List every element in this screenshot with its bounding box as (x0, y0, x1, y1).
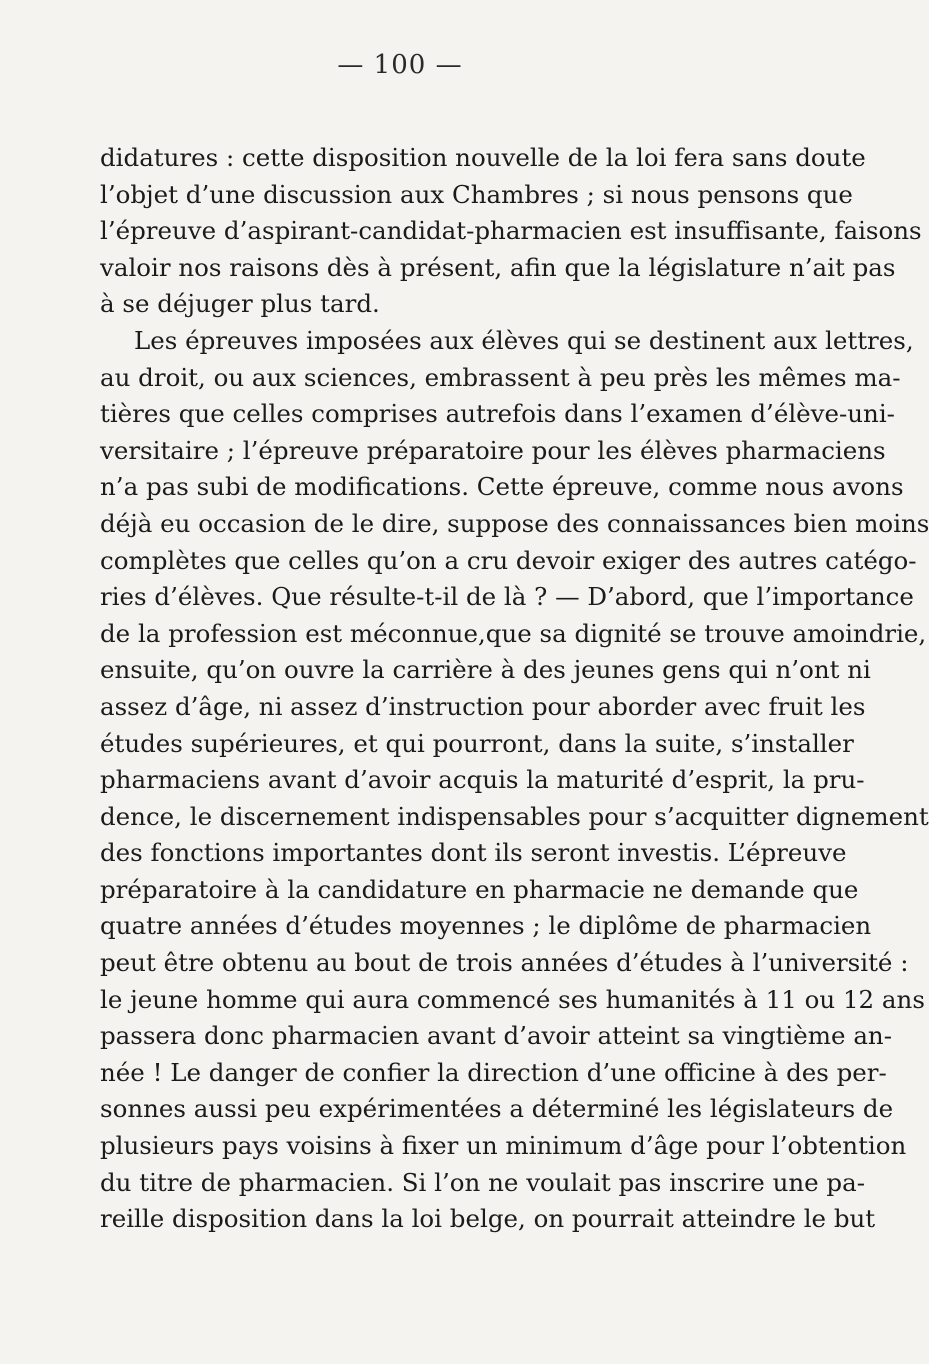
text-line: valoir nos raisons dès à présent, afin que la législature n’ait pas (100, 252, 896, 282)
page-number: — 100 — (337, 50, 463, 80)
text-line: l’objet d’une discussion aux Chambres ; si nous pensons que (100, 179, 853, 209)
text-line: déjà eu occasion de le dire, suppose des connaissances bien moins (100, 508, 929, 538)
text-line: tières que celles comprises autrefois dans l’examen d’élève-uni- (100, 399, 895, 429)
text-line: à se déjuger plus tard. (100, 289, 380, 319)
text-line: didatures : cette disposition nouvelle de la loi fera sans doute (100, 143, 866, 172)
body-text (100, 140, 929, 1238)
text-line: complètes que celles qu’on a cru devoir exiger des autres catégo- (100, 545, 917, 575)
text-line: études supérieures, et qui pourront, dans la suite, s’installer (100, 728, 854, 758)
text-line: assez d’âge, ni assez d’instruction pour aborder avec fruit les (100, 691, 866, 721)
text-line: plusieurs pays voisins à fixer un minimum d’âge pour l’obtention (100, 1131, 907, 1161)
text-line: sonnes aussi peu expérimentées a déterminé les législateurs de (100, 1094, 894, 1124)
text-line: pharmaciens avant d’avoir acquis la maturité d’esprit, la pru- (100, 765, 865, 795)
text-line: passera donc pharmacien avant d’avoir atteint sa vingtième an- (100, 1021, 892, 1051)
text-line: n’a pas subi de modifications. Cette épreuve, comme nous avons (100, 472, 904, 502)
text-line: des fonctions importantes dont ils seront investis. L’épreuve (100, 838, 847, 868)
text-line: Les épreuves imposées aux élèves qui se destinent aux lettres, (134, 325, 914, 355)
text-line: peut être obtenu au bout de trois années d’études à l’université : (100, 948, 909, 978)
text-line: le jeune homme qui aura commencé ses humanités à 11 ou 12 ans (100, 984, 925, 1014)
text-line: l’épreuve d’aspirant-candidat-pharmacien est insuffisante, faisons (100, 216, 922, 246)
text-line: au droit, ou aux sciences, embrassent à peu près les mêmes ma- (100, 362, 901, 392)
text-line: de la profession est méconnue,que sa dignité se trouve amoindrie, (100, 618, 927, 648)
text-line: née ! Le danger de confier la direction d’une officine à des per- (100, 1057, 887, 1087)
text-line: préparatoire à la candidature en pharmacie ne demande que (100, 874, 859, 904)
text-line: ensuite, qu’on ouvre la carrière à des jeunes gens qui n’ont ni (100, 655, 871, 685)
text-line: dence, le discernement indispensables pour s’acquitter dignement (100, 801, 929, 831)
text-line: versitaire ; l’épreuve préparatoire pour les élèves pharmaciens (100, 435, 886, 465)
text-line: du titre de pharmacien. Si l’on ne voulait pas inscrire une pa- (100, 1167, 865, 1197)
text-line: quatre années d’études moyennes ; le diplôme de pharmacien (100, 911, 872, 941)
text-line: reille disposition dans la loi belge, on pourrait atteindre le but (100, 1204, 876, 1234)
text-line: ries d’élèves. Que résulte-t-il de là ? — D’abord, que l’importance (100, 582, 914, 612)
